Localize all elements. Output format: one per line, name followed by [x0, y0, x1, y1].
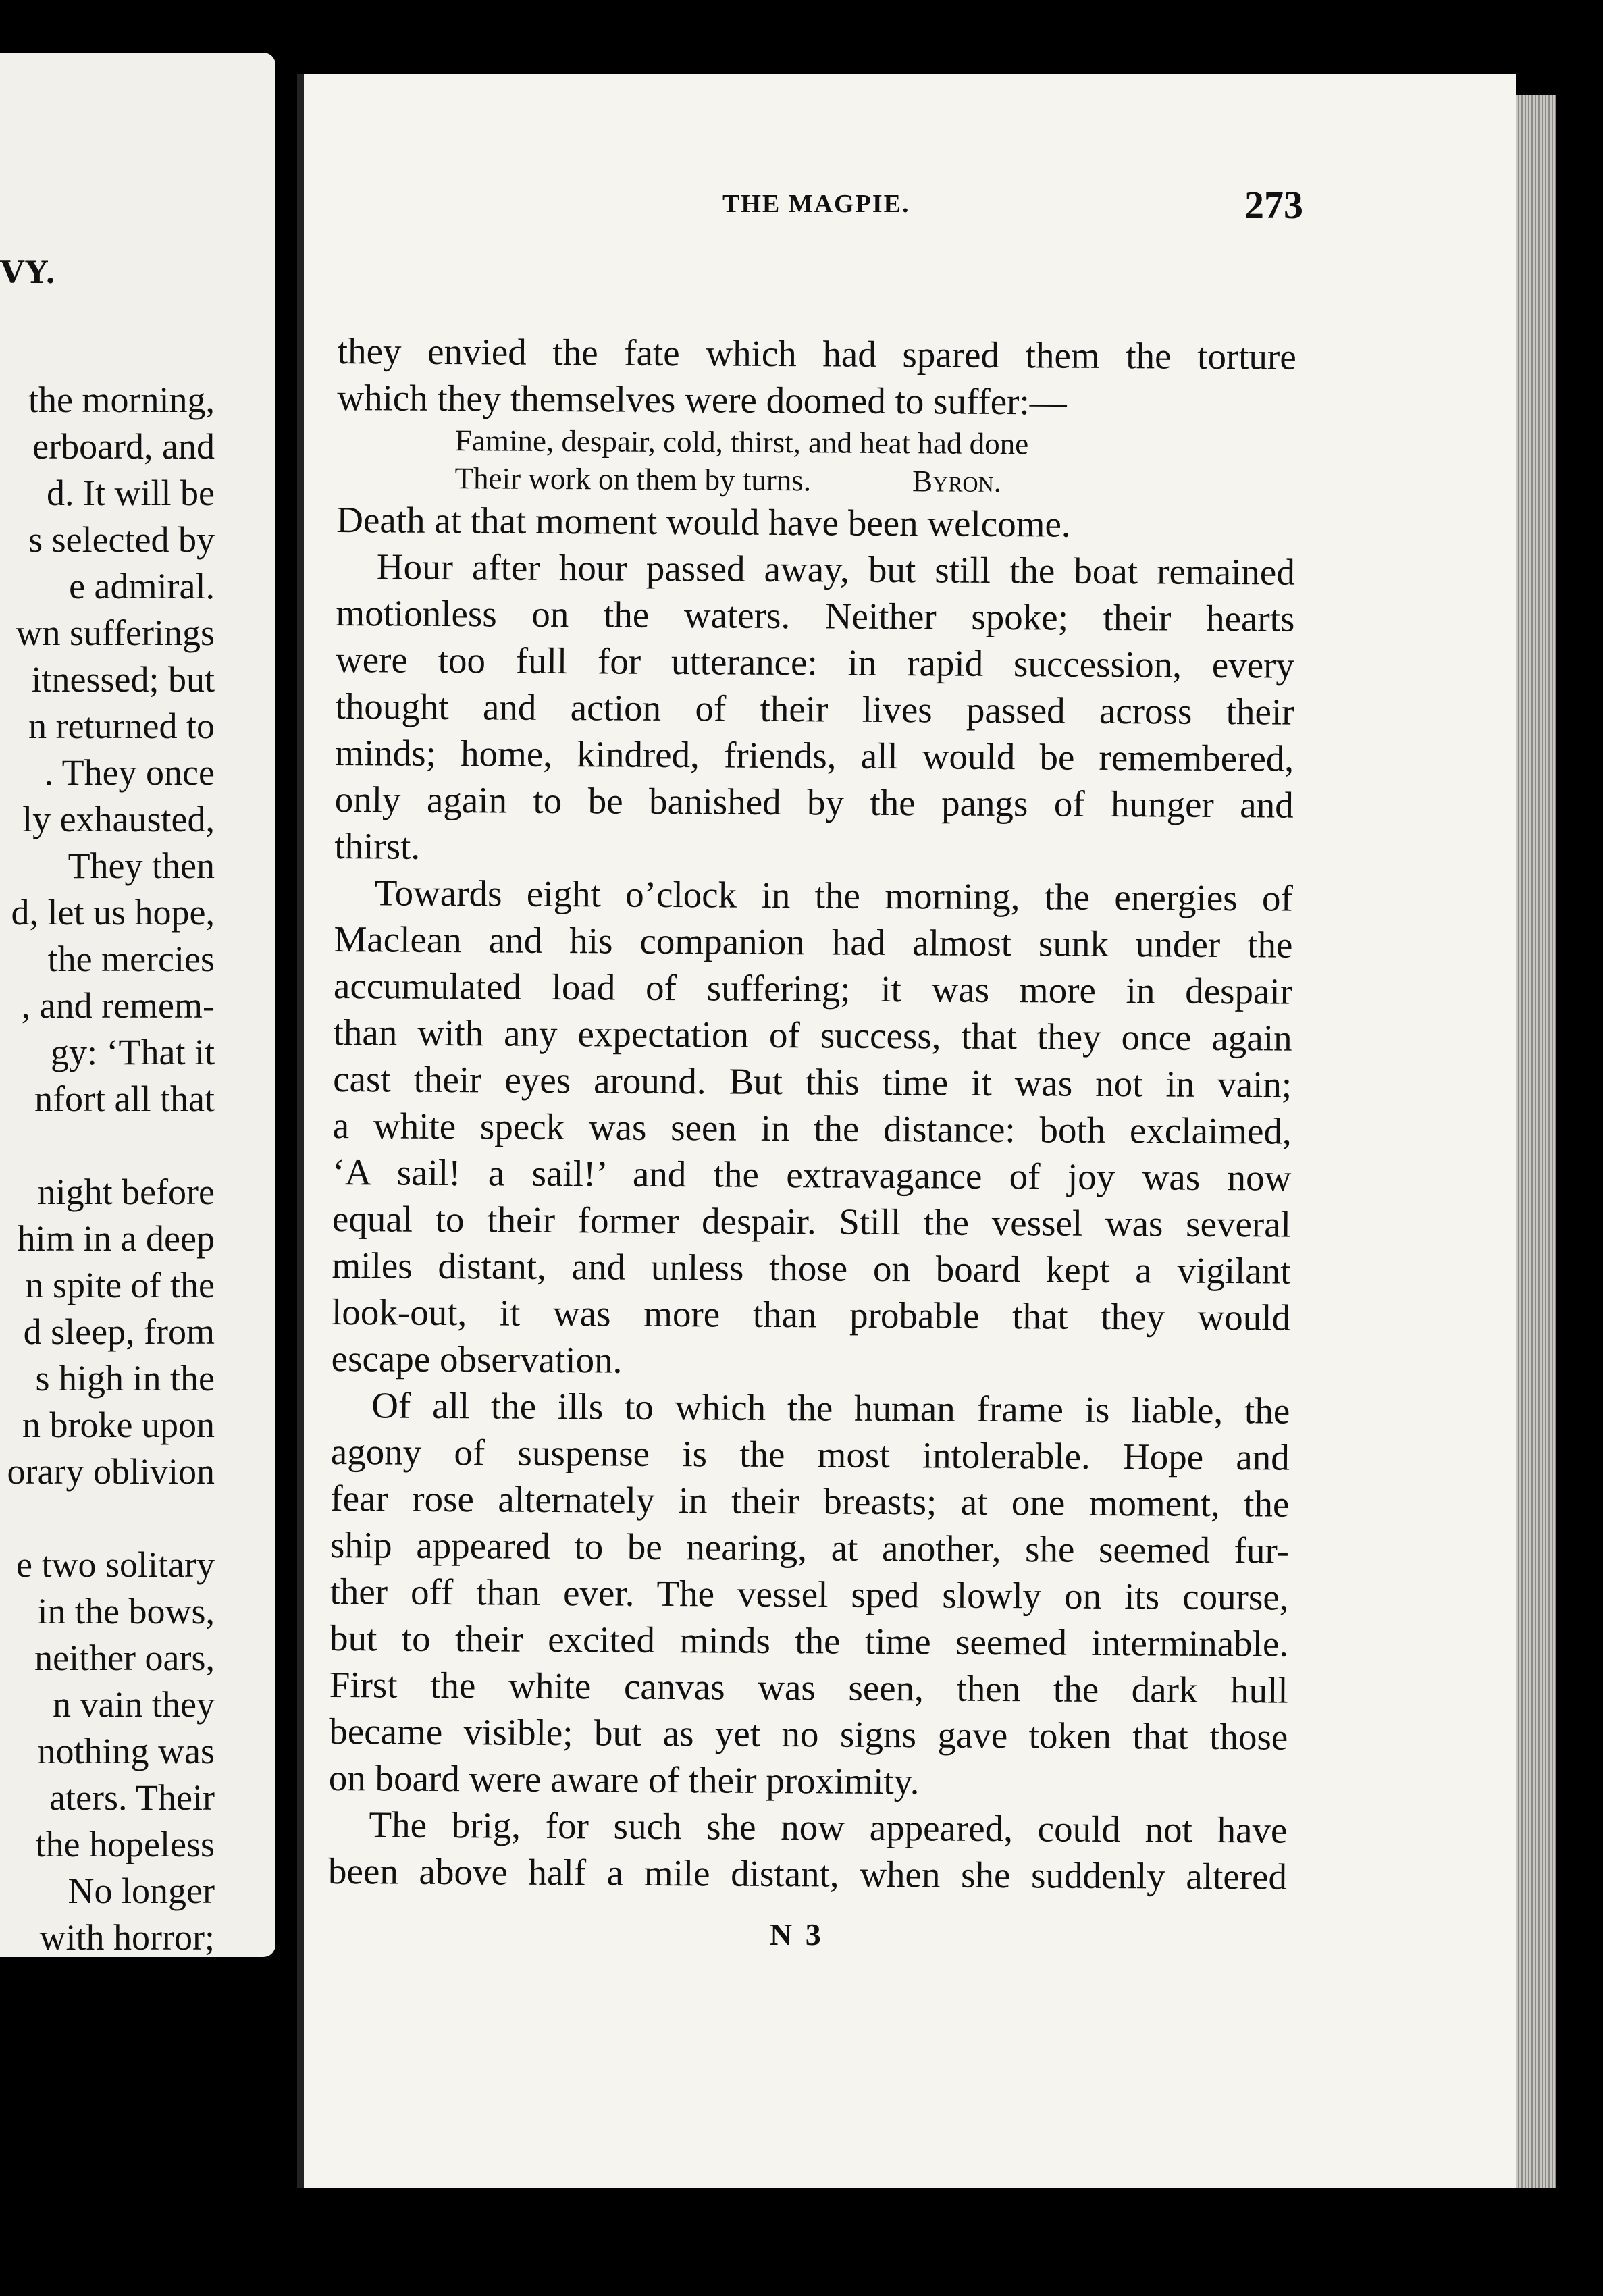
text-line: been above half a mile distant, when she suddenly altered [327, 1850, 1288, 1898]
left-page-line: n spite of the [25, 1265, 215, 1305]
left-page-line [0, 1122, 215, 1169]
paragraph [329, 1382, 1290, 1807]
left-page-line: . They once [44, 752, 215, 793]
left-page-line: the mercies [47, 939, 215, 979]
body-text [328, 328, 1296, 1900]
text-line: Death at that moment would have been welcome. [336, 498, 1071, 545]
text-line: equal to their former despair. Still the vessel was several [332, 1197, 1292, 1245]
paragraphs [328, 543, 1295, 1900]
verse-attribution: Byron. [912, 464, 1002, 499]
left-page [0, 53, 275, 1957]
left-page-line: s selected by [28, 519, 215, 560]
left-page-line: d. It will be [47, 473, 215, 513]
left-page-line: n returned to [28, 706, 215, 746]
text-line: thirst. [334, 825, 421, 867]
verse-line [336, 459, 1295, 502]
text-line: minds; home, kindred, friends, all would be remembered, [334, 731, 1294, 779]
left-page-line: e two solitary [16, 1544, 215, 1585]
text-line: miles distant, and unless those on board kept a vigilant [332, 1244, 1291, 1292]
text-line: Towards eight o’clock in the morning, the energies of [374, 872, 1294, 919]
left-page-line: gy: ‘That it [51, 1032, 215, 1072]
text-line: Maclean and his companion had almost sunk under the [334, 918, 1293, 966]
left-page-line: nothing was [37, 1731, 215, 1771]
left-page-line: him in a deep [17, 1218, 215, 1259]
left-page-line: n broke upon [22, 1405, 215, 1445]
page-edges [1516, 95, 1556, 2188]
paragraph [328, 1801, 1288, 1900]
text-line: they envied the fate which had spared them the torture [337, 330, 1296, 377]
left-page-line: , and remem- [21, 985, 215, 1026]
text-line: became visible; but as yet no signs gave token that those [329, 1710, 1288, 1758]
verse-line: Famine, despair, cold, thirst, and heat had done [454, 423, 1029, 461]
text-line: which they themselves were doomed to suffer:— [337, 376, 1067, 423]
left-page-line: No longer [68, 1871, 215, 1911]
text-line: First the white canvas was seen, then the dark hull [329, 1663, 1288, 1711]
left-page-line: aters. Their [49, 1777, 215, 1818]
text-line: escape observation. [331, 1337, 623, 1381]
left-page-line: itnessed; but [31, 659, 215, 700]
left-page-line: with horror; [39, 1917, 215, 1957]
left-page-line: d, let us hope, [11, 892, 215, 933]
left-page-line [0, 1495, 215, 1542]
text-line: ‘A sail! a sail!’ and the extravagance of joy was now [332, 1151, 1292, 1199]
text-line: but to their excited minds the time seemed interminable. [329, 1617, 1289, 1665]
text-line: ther off than ever. The vessel sped slowly on its course, [330, 1570, 1289, 1618]
verse-quotation [336, 421, 1296, 502]
text-line: than with any expectation of success, that they once again [333, 1011, 1292, 1059]
text-line: were too full for utterance: in rapid succession, every [335, 638, 1295, 686]
text-line: Hour after hour passed away, but still the boat remained [376, 546, 1296, 593]
left-page-line: neither oars, [34, 1638, 215, 1678]
signature-mark: N 3 [770, 1917, 824, 1952]
left-page-line: n vain they [53, 1684, 215, 1725]
text-line: a white speck was seen in the distance: both exclaimed, [332, 1104, 1292, 1152]
left-page-line: orary oblivion [7, 1451, 215, 1492]
text-line: only again to be banished by the pangs of hunger and [334, 778, 1294, 826]
left-page-running-head: VY. [0, 254, 57, 290]
left-page-line: night before [37, 1172, 215, 1212]
left-page-line: d sleep, from [23, 1311, 215, 1352]
text-line: Of all the ills to which the human frame is liable, the [371, 1384, 1290, 1432]
text-line: thought and action of their lives passed across their [335, 685, 1294, 733]
left-page-line: They then [68, 845, 215, 886]
left-page-line: s high in the [35, 1358, 215, 1399]
text-line: fear rose alternately in their breasts; at one moment, the [330, 1477, 1290, 1525]
left-page-line: nfort all that [34, 1078, 215, 1119]
left-page-line: the morning, [28, 380, 215, 420]
left-page-line: ly exhausted, [22, 799, 215, 839]
left-page-text [0, 377, 215, 1957]
text-line: cast their eyes around. But this time it was not in vain; [333, 1058, 1292, 1105]
paragraph [334, 543, 1295, 875]
text-line: ship appeared to be nearing, at another, she seemed fur- [330, 1523, 1290, 1571]
text-line: motionless on the waters. Neither spoke; their hearts [336, 592, 1295, 640]
text-line: look-out, it was more than probable that they would [331, 1290, 1291, 1338]
left-page-line: e admiral. [69, 566, 215, 606]
running-head [398, 182, 1303, 236]
text-line: accumulated load of suffering; it was more in despair [333, 964, 1293, 1012]
paragraph [331, 869, 1293, 1388]
left-page-line: the hopeless [35, 1824, 215, 1864]
text-line: agony of suspense is the most intolerable. Hope and [330, 1430, 1290, 1478]
left-page-line: wn sufferings [16, 612, 215, 653]
page-number: 273 [1244, 183, 1303, 227]
text-line: on board were aware of their proximity. [328, 1756, 920, 1802]
verse-line-text: Their work on them by turns. [454, 461, 812, 498]
text-line: The brig, for such she now appeared, could not have [369, 1804, 1288, 1851]
running-title: THE MAGPIE. [722, 190, 910, 218]
left-page-line: erboard, and [32, 426, 215, 467]
left-page-line: in the bows, [37, 1591, 215, 1632]
